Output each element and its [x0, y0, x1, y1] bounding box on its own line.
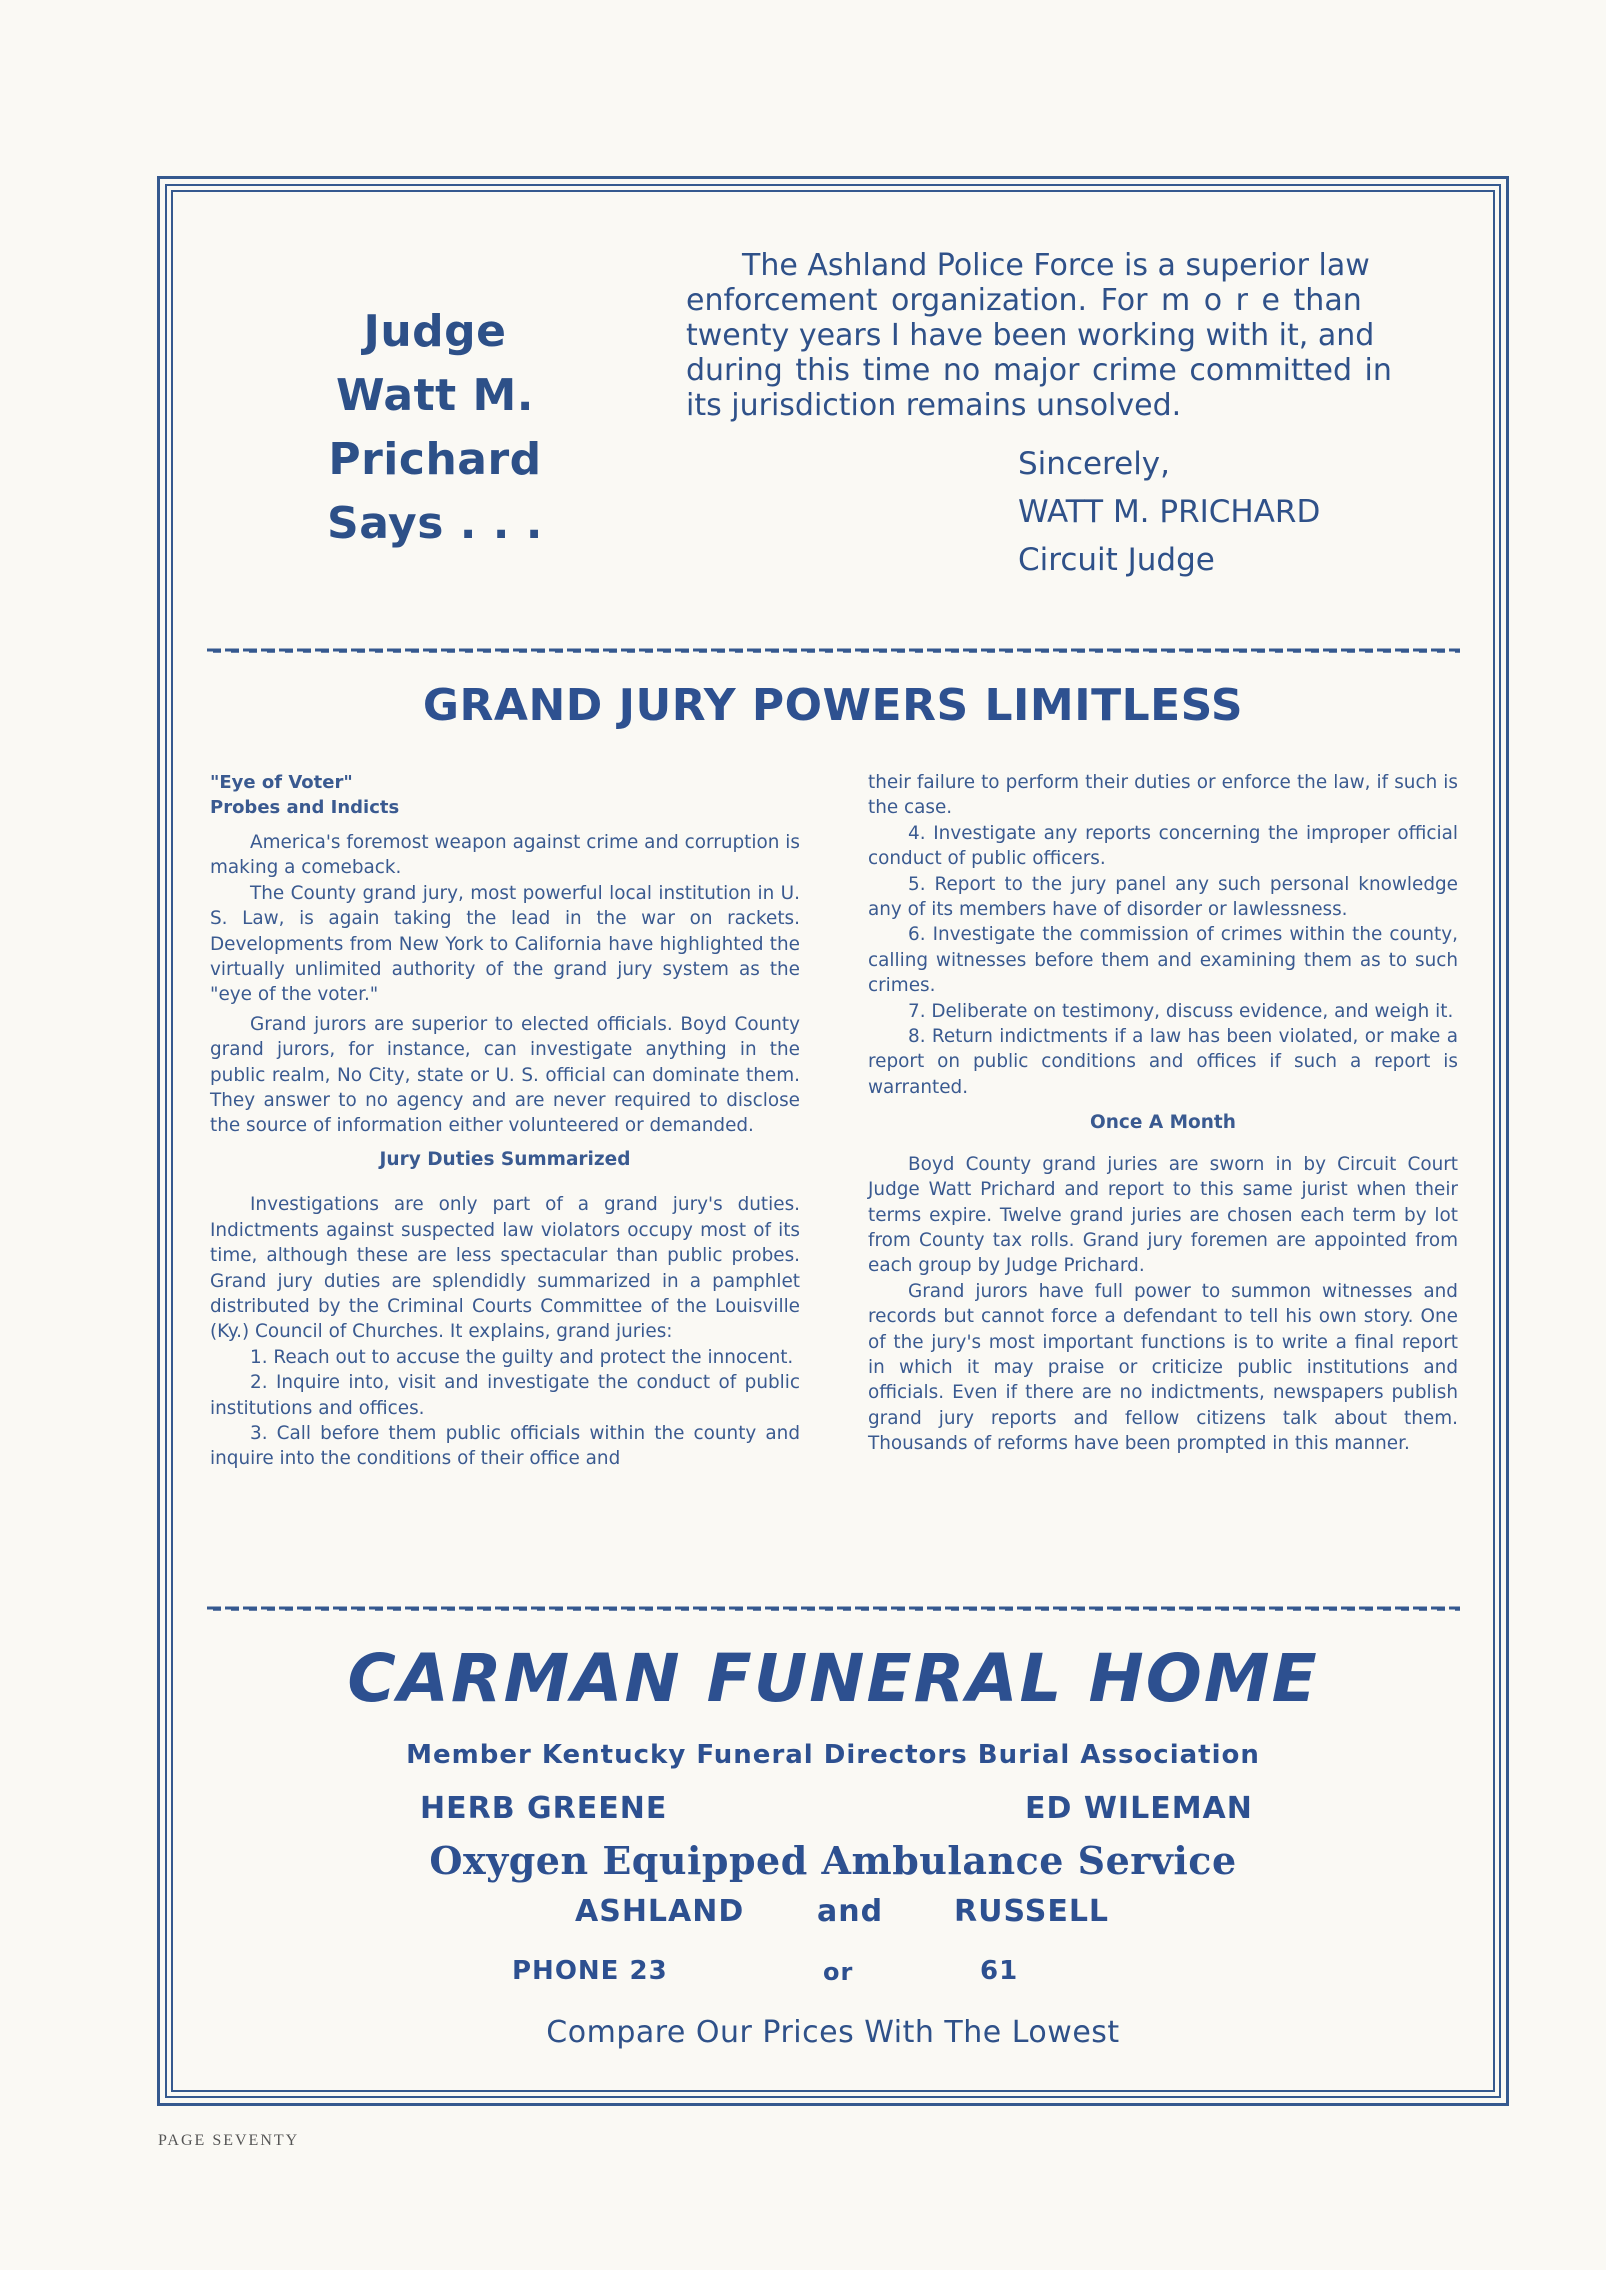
judge-line-3: Says . . . [327, 498, 543, 549]
dashed-divider-bottom [207, 1604, 1460, 1612]
side-head-1: "Eye of Voter" [210, 772, 353, 793]
right-paragraph-0: their failure to perform their duties or enforce the law, if such is the case. [868, 772, 1458, 819]
right-item-4: 4. Investigate any reports concerning the improper official conduct of public officers. [868, 822, 1458, 870]
quote-line: during this time no major crime committed in [686, 353, 1392, 388]
left-paragraph-2: The County grand jury, most powerful local institution in U. S. Law, is again taking the lead in the war on rackets. Developments from New York to California have highlighted the virtually unlimited authority of the grand jury system as the "eye of the voter." [210, 882, 800, 1006]
right-paragraph-2: Grand jurors have full power to summon witnesses and records but cannot force a defendant to tell his own story. One of the jury's most important functions is to write a final report in which it may praise or criticize public institutions and officials. Even if there are no indictments, newspapers publish grand jury reports and fellow citizens talk about them. Thousands of reforms have been prompted in this manner. [868, 1280, 1458, 1455]
left-paragraph-1: America's foremost weapon against crime and corruption is making a comeback. [210, 832, 800, 879]
left-item-3: 3. Call before them public officials within the county and inquire into the conditions of their office and [210, 1422, 800, 1470]
article-headline: GRAND JURY POWERS LIMITLESS [422, 680, 1244, 731]
judge-quote [686, 248, 1416, 423]
right-item-7: 7. Deliberate on testimony, discuss evidence, and weigh it. [908, 1000, 1454, 1022]
article-left-column [210, 770, 800, 1472]
quote-signoff [1018, 440, 1320, 584]
ad-and: and [817, 1894, 884, 1929]
ad-phone-2: 61 [980, 1956, 1019, 1986]
ad-business-name: CARMAN FUNERAL HOME [347, 1640, 1319, 1717]
right-item-6: 6. Investigate the commission of crimes within the county, calling witnesses before them and examining them as to such crimes. [868, 924, 1458, 997]
subhead-jury-duties: Jury Duties Summarized [379, 1148, 631, 1170]
ad-membership: Member Kentucky Funeral Directors Burial Association [406, 1740, 1260, 1770]
ad-city-1: ASHLAND [575, 1894, 745, 1929]
quote-line: twenty years I have been working with it, and [686, 318, 1375, 353]
subhead-once-a-month: Once A Month [1090, 1112, 1236, 1134]
right-item-5: 5. Report to the jury panel any such personal knowledge any of its members have of disorder or lawlessness. [868, 873, 1458, 921]
judge-heading [235, 300, 635, 556]
ad-service: Oxygen Equipped Ambulance Service [429, 1838, 1237, 1883]
page-number: PAGE SEVENTY [158, 2132, 300, 2149]
left-paragraph-3: Grand jurors are superior to elected officials. Boyd County grand jurors, for instance, can investigate anything in the public realm, No City, state or U. S. official can dominate them. They answer to no agency and are never required to disclose the source of information either volunteered or demanded. [210, 1013, 800, 1137]
ad-name-right: ED WILEMAN [1025, 1791, 1253, 1826]
ad-name-left: HERB GREENE [420, 1791, 668, 1826]
ad-city-2: RUSSELL [954, 1894, 1110, 1929]
quote-line: enforcement organization. For m o r e than [686, 283, 1362, 318]
left-paragraph-4: Investigations are only part of a grand jury's duties. Indictments against suspected law violators occupy most of its time, although these are less spectacular than public probes. Grand jury duties are splendidly summarized in a pamphlet distributed by the Criminal Courts Committee of the Louisville (Ky.) Council of Churches. It explains, grand juries: [210, 1194, 800, 1343]
quote-line: The Ashland Police Force is a superior law [742, 248, 1370, 283]
dashed-divider-top [207, 646, 1460, 654]
ad-or: or [823, 1958, 854, 1986]
article-right-column [868, 770, 1458, 1457]
quote-closing: Sincerely, [1018, 446, 1171, 482]
judge-line-1: Judge [363, 306, 507, 357]
left-item-1: 1. Reach out to accuse the guilty and protect the innocent. [250, 1346, 794, 1368]
judge-line-2: Watt M. Prichard [328, 370, 542, 485]
side-head-2: Probes and Indicts [210, 797, 400, 818]
quote-signer-title: Circuit Judge [1018, 542, 1215, 578]
left-item-2: 2. Inquire into, visit and investigate the conduct of public institutions and offices. [210, 1372, 800, 1419]
right-paragraph-1: Boyd County grand juries are sworn in by Circuit Court Judge Watt Prichard and report to this same jurist when their terms expire. Twelve grand juries are chosen each term by lot from County tax rolls. Grand jury foremen are appointed from each group by Judge Prichard. [868, 1153, 1458, 1277]
quote-line: its jurisdiction remains unsolved. [686, 388, 1182, 423]
quote-signature: WATT M. PRICHARD [1018, 494, 1321, 530]
ad-phone-1: PHONE 23 [512, 1956, 668, 1986]
right-item-8: 8. Return indictments if a law has been violated, or make a report on public conditions and offices if such a report is warranted. [868, 1026, 1458, 1098]
ad-tagline: Compare Our Prices With The Lowest [546, 2015, 1120, 2050]
